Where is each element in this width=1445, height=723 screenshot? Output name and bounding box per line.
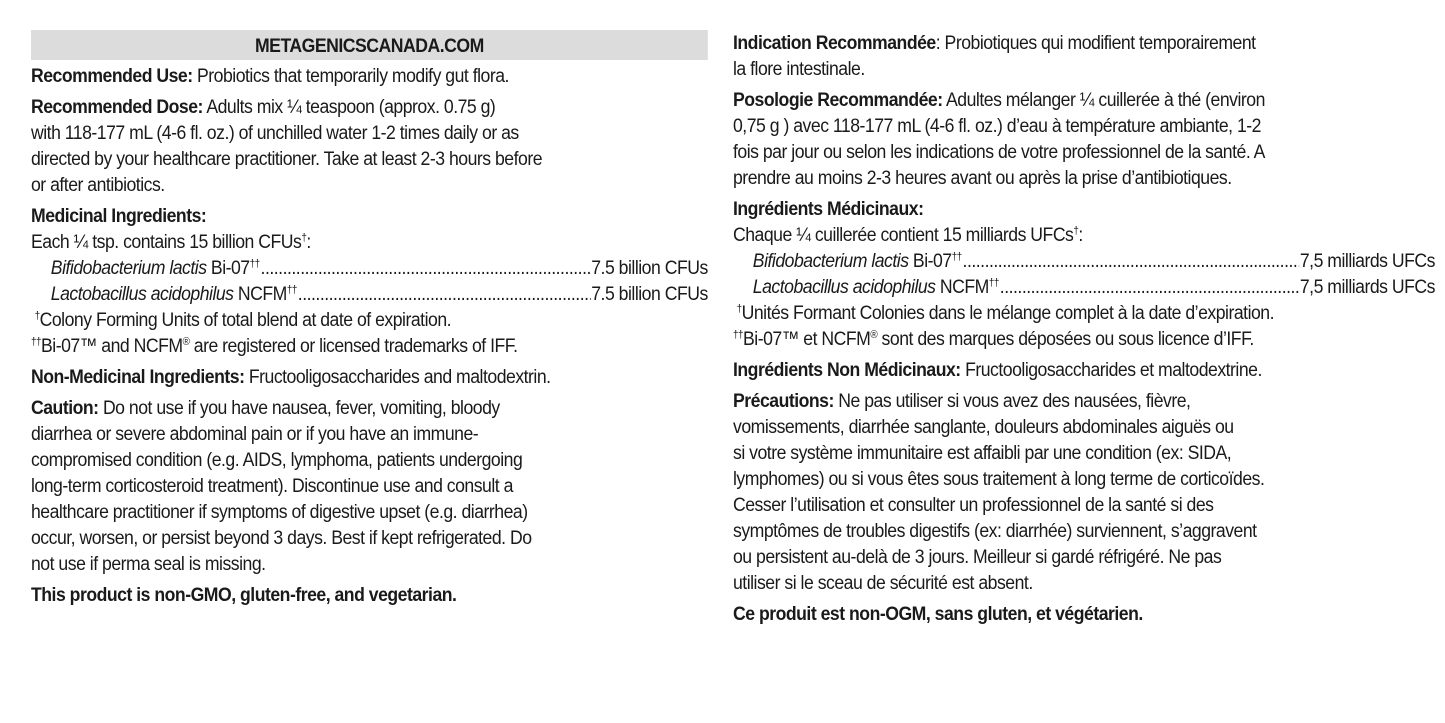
footnote-text: are registered or licensed trademarks of IFF. [189,335,518,357]
caution [31,395,708,577]
indication-recommandee [733,30,1435,82]
colon: : [306,231,311,253]
caution-label: Précautions: [733,390,834,412]
dose-line: with 118-177 mL (4-6 fl. oz.) of unchilled water 1-2 times daily or as [31,122,519,144]
ingredient-strain: Bi-07 [206,257,250,279]
medicinal-ingredients [31,203,708,359]
closing-statement: This product is non-GMO, gluten-free, and vegetarian. [31,584,457,606]
non-medicinal-label: Non-Medicinal Ingredients: [31,366,245,388]
indication-line: la flore intestinale. [733,58,865,80]
ingredient-name: Lactobacillus acidophilus [752,276,936,298]
caution-line: healthcare practitioner if symptoms of digestive upset (e.g. diarrhea) [31,501,528,523]
intro-text: Chaque ¼ cuillerée contient 15 milliards UFCs [733,224,1074,246]
dose-line: Adults mix ¼ teaspoon (approx. 0.75 g) [202,96,496,118]
posologie [733,87,1435,191]
ingredient-value: 7.5 billion CFUs [591,283,708,305]
ingredient-strain: Bi-07 [908,250,952,272]
ingredient-value: 7.5 billion CFUs [591,257,708,279]
caution-label: Caution: [31,397,99,419]
dagger-mark: † [34,310,40,322]
dagger-mark: † [736,303,742,315]
double-dagger-mark: †† [733,329,744,341]
caution-line: si votre système immunitaire est affaibli par une condition (ex: SIDA, [733,442,1232,464]
ingredient-name: Lactobacillus acidophilus [50,283,234,305]
caution-line: long-term corticosteroid treatment). Discontinue use and consult a [31,475,513,497]
closing-statement: Ce produit est non-OGM, sans gluten, et végétarien. [733,603,1143,625]
non-medicinal-ingredients [31,364,708,390]
caution-line: utiliser si le sceau de sécurité est absent. [733,572,1033,594]
caution-line: diarrhea or severe abdominal pain or if you have an immune- [31,423,479,445]
ingredient-row [31,281,708,307]
posologie-line: 0,75 g ) avec 118-177 mL (4-6 fl. oz.) d’eau à température ambiante, 1-2 [733,115,1261,137]
precautions [733,388,1435,596]
footnote-text: sont des marques déposées ou sous licence d’IFF. [877,328,1254,350]
non-medicinal-label: Ingrédients Non Médicinaux: [733,359,961,381]
caution-line: symptômes de troubles digestifs (ex: diarrhée) surviennent, s’aggravent [733,520,1257,542]
recommended-use-text: Probiotics that temporarily modify gut flora. [192,65,509,87]
dagger-mark: † [301,232,307,244]
ingredients-medicinaux-label: Ingrédients Médicinaux: [733,198,924,220]
indication-label: Indication Recommandée [733,32,936,54]
dose-line: or after antibiotics. [31,174,165,196]
registered-mark: ® [870,329,878,341]
product-claims [31,582,708,608]
posologie-line: Adultes mélanger ¼ cuillerée à thé (environ [942,89,1265,111]
ingredient-value: 7,5 milliards UFCs [1299,250,1435,272]
dot-leader [261,255,591,281]
double-dagger-mark: †† [249,258,260,270]
caution-line: Do not use if you have nausea, fever, vomiting, bloody [98,397,500,419]
ingredient-row [733,248,1435,274]
indication-line: : Probiotiques qui modifient temporairement [935,32,1256,54]
website-banner: METAGENICSCANADA.COM [31,30,708,60]
ingredient-value: 7,5 milliards UFCs [1299,276,1435,298]
non-medicinal-text: Fructooligosaccharides and maltodextrin. [244,366,551,388]
double-dagger-mark: †† [286,284,297,296]
recommended-use [31,63,708,89]
ingredient-strain: NCFM [233,283,287,305]
double-dagger-mark: †† [31,336,42,348]
footnote-text: Bi-07™ and NCFM [41,335,183,357]
posologie-label: Posologie Recommandée: [733,89,943,111]
ingredient-strain: NCFM [935,276,989,298]
caution-line: Cesser l’utilisation et consulter un professionnel de la santé si des [733,494,1214,516]
footnote-text: Bi-07™ et NCFM [743,328,871,350]
intro-text: Each ¼ tsp. contains 15 billion CFUs [31,231,302,253]
english-column [31,30,708,608]
french-column [733,30,1435,627]
footnote-text: Unités Formant Colonies dans le mélange complet à la date d’expiration. [741,302,1275,324]
dot-leader [963,248,1299,274]
ingredient-name: Bifidobacterium lactis [752,250,909,272]
ingredient-row [31,255,708,281]
recommended-dose-label: Recommended Dose: [31,96,203,118]
dagger-mark: † [1073,225,1079,237]
posologie-line: fois par jour ou selon les indications de votre professionnel de la santé. A [733,141,1265,163]
footnote-ufc [733,300,1435,326]
caution-line: compromised condition (e.g. AIDS, lymphoma, patients undergoing [31,449,523,471]
caution-line: lymphomes) ou si vous êtes sous traitement à long terme de corticoïdes. [733,468,1265,490]
dose-line: directed by your healthcare practitioner. Take at least 2-3 hours before [31,148,543,170]
ingredient-row [733,274,1435,300]
footnote-trademark [733,326,1435,352]
recommended-use-label: Recommended Use: [31,65,193,87]
dot-leader [1000,274,1299,300]
medicinal-ingredients-label: Medicinal Ingredients: [31,205,207,227]
footnote-text: Colony Forming Units of total blend at date of expiration. [39,309,452,331]
double-dagger-mark: †† [951,251,962,263]
caution-line: occur, worsen, or persist beyond 3 days. Best if kept refrigerated. Do [31,527,532,549]
footnote-cfu [31,307,708,333]
recommended-dose [31,94,708,198]
medicinal-intro [733,222,1435,248]
posologie-line: prendre au moins 2-3 heures avant ou après la prise d’antibiotiques. [733,167,1232,189]
ingredients-medicinaux [733,196,1435,352]
ingredient-name: Bifidobacterium lactis [50,257,207,279]
caution-line: Ne pas utiliser si vous avez des nausées, fièvre, [833,390,1191,412]
dot-leader [298,281,591,307]
registered-mark: ® [182,336,190,348]
medicinal-intro [31,229,708,255]
product-claims [733,601,1435,627]
ingredients-non-medicinaux [733,357,1435,383]
colon: : [1078,224,1083,246]
caution-line: ou persistent au-delà de 3 jours. Meilleur si gardé réfrigéré. Ne pas [733,546,1222,568]
non-medicinal-text: Fructooligosaccharides et maltodextrine. [960,359,1262,381]
footnote-trademark [31,333,708,359]
caution-line: vomissements, diarrhée sanglante, douleurs abdominales aiguës ou [733,416,1234,438]
double-dagger-mark: †† [988,277,999,289]
caution-line: not use if perma seal is missing. [31,553,266,575]
